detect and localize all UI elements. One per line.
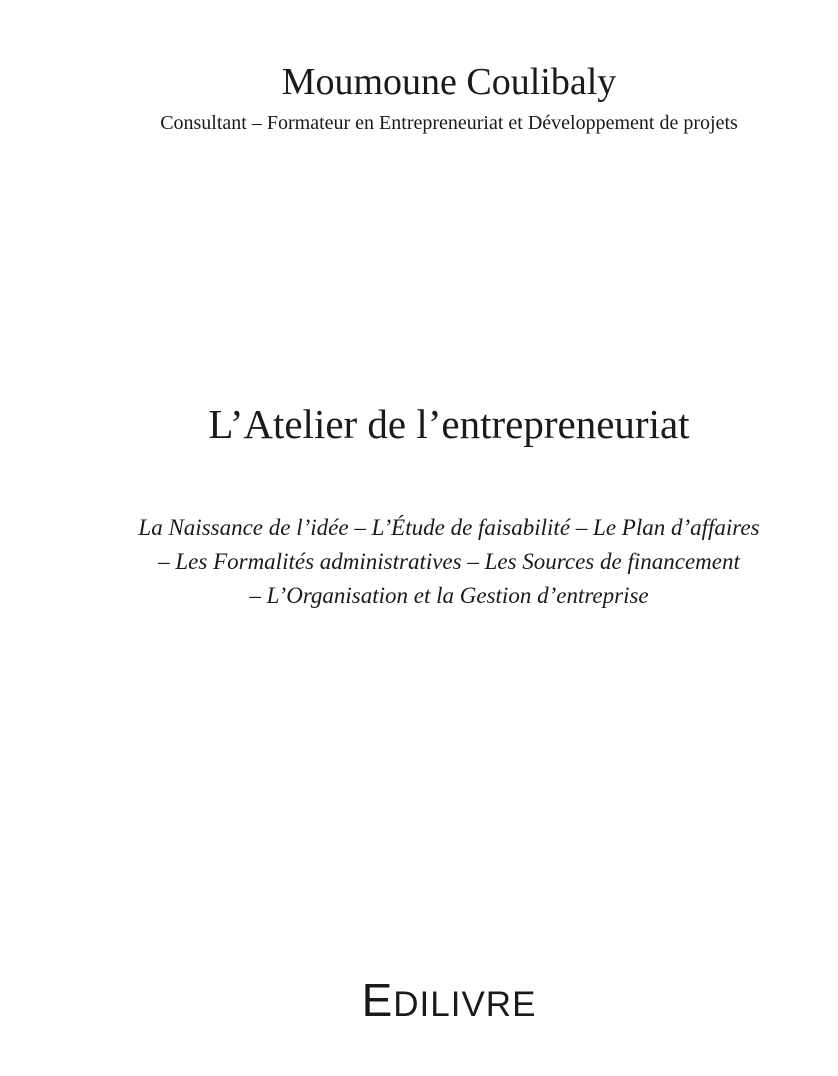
book-subtitle <box>0 511 838 613</box>
book-title: L’Atelier de l’entrepreneuriat <box>208 401 690 447</box>
publisher-logo <box>0 972 838 1033</box>
publisher-logo-initial: E <box>361 974 394 1026</box>
author-name: Moumoune Coulibaly <box>281 61 617 103</box>
subtitle-line: – L’Organisation et la Gestion d’entreprise <box>249 583 649 608</box>
subtitle-line: – Les Formalités administratives – Les Sources de financement <box>158 549 740 574</box>
author-role: Consultant – Formateur en Entrepreneuriat et Développement de projets <box>160 112 738 134</box>
publisher-logo-rest: DILIVRE <box>393 985 537 1024</box>
subtitle-line: La Naissance de l’idée – L’Étude de faisabilité – Le Plan d’affaires <box>138 515 760 540</box>
